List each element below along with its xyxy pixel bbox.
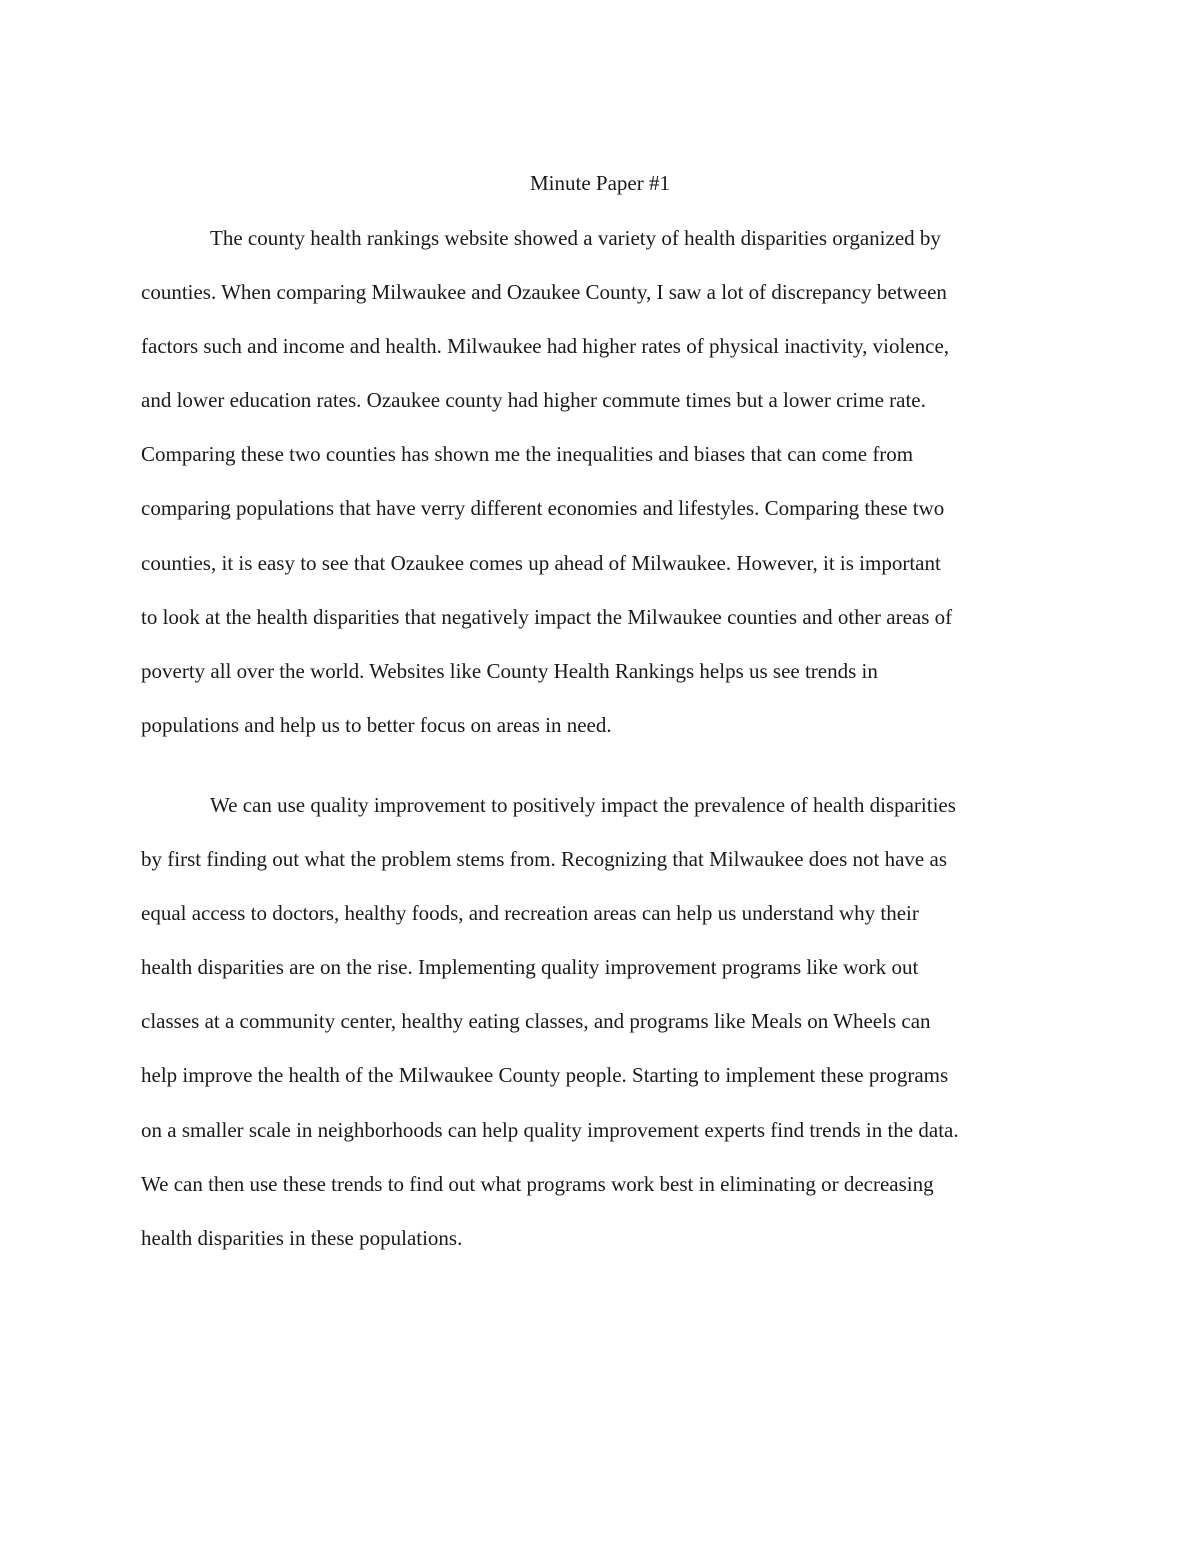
paragraph-line: We can then use these trends to find out what programs work best in eliminating or decreasing — [141, 1171, 934, 1196]
paragraph-line: poverty all over the world. Websites like County Health Rankings helps us see trends in — [141, 658, 878, 683]
paragraph-line: help improve the health of the Milwaukee County people. Starting to implement these programs — [141, 1063, 949, 1088]
page-title: Minute Paper #1 — [530, 171, 670, 195]
paragraph-line: Comparing these two counties has shown me the inequalities and biases that can come from — [141, 442, 914, 467]
paragraph-line: populations and help us to better focus on areas in need. — [141, 712, 612, 737]
paragraph-line: factors such and income and health. Milwaukee had higher rates of physical inactivity, violence, — [141, 334, 950, 359]
paragraph-line: on a smaller scale in neighborhoods can help quality improvement experts find trends in the data. — [141, 1117, 959, 1142]
paragraph-line: and lower education rates. Ozaukee county had higher commute times but a lower crime rate. — [141, 388, 926, 413]
paragraph-1 — [141, 211, 1061, 752]
paragraph-line: counties. When comparing Milwaukee and Ozaukee County, I saw a lot of discrepancy between — [141, 280, 947, 305]
paragraph-2 — [141, 778, 1061, 1265]
paragraph-line: by first finding out what the problem stems from. Recognizing that Milwaukee does not have as — [141, 847, 947, 872]
paragraph-line: equal access to doctors, healthy foods, and recreation areas can help us understand why their — [141, 901, 919, 926]
paragraph-line: comparing populations that have verry different economies and lifestyles. Comparing these two — [141, 496, 945, 521]
paragraph-line: The county health rankings website showed a variety of health disparities organized by — [210, 226, 941, 250]
paragraph-line: health disparities are on the rise. Implementing quality improvement programs like work out — [141, 955, 919, 980]
paragraph-line: classes at a community center, healthy eating classes, and programs like Meals on Wheels can — [141, 1009, 931, 1034]
paragraph-line: to look at the health disparities that negatively impact the Milwaukee counties and other areas of — [141, 604, 953, 629]
paragraph-line: health disparities in these populations. — [141, 1225, 463, 1250]
paragraph-line: We can use quality improvement to positively impact the prevalence of health disparities — [210, 793, 956, 817]
paragraph-line: counties, it is easy to see that Ozaukee comes up ahead of Milwaukee. However, it is important — [141, 550, 941, 575]
